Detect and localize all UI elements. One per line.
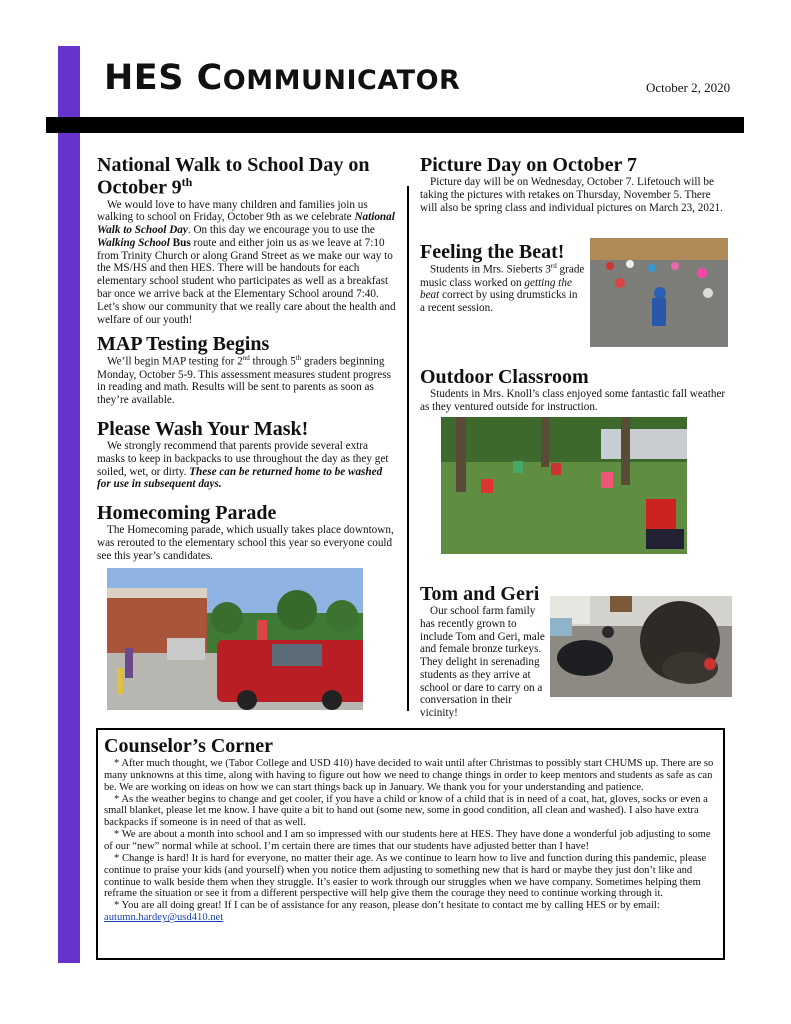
header-band: [46, 117, 744, 133]
outdoor-classroom-section: [420, 367, 730, 414]
beat-text: Students in Mrs. Sieberts 3rd grade music class worked on getting the beat correct by using drumsticks in a recent session.: [420, 262, 585, 315]
homecoming-text: The Homecoming parade, which usually takes place downtown, was rerouted to the elementary school this year so everyone could see this year’s candidates.: [97, 524, 394, 562]
walk-title: National Walk to School Day on October 9th: [97, 154, 370, 199]
mask-title: Please Wash Your Mask!: [97, 418, 309, 440]
map-title: MAP Testing Begins: [97, 333, 270, 355]
accent-bar: [58, 46, 80, 963]
wash-mask-section: [97, 419, 397, 491]
counselor-paragraph-2: * As the weather begins to change and get cooler, if you have a child or know of a child that is in need of a coat, hat, gloves, socks or even a small blanket, please let me know. I have quite a bit to hand out (some new, some in good condition, all clean and washed). I also have extra backpacks if someone is in need of that as well.: [104, 793, 708, 829]
issue-date: October 2, 2020: [646, 80, 731, 95]
outdoor-text: Students in Mrs. Knoll’s class enjoyed some fantastic fall weather as they ventured outside for instruction.: [420, 388, 726, 413]
counselor-email-link[interactable]: autumn.hardey@usd410.net: [104, 912, 224, 924]
newsletter-title: HES COMMUNICATOR: [104, 58, 461, 98]
tom-and-geri-section: [420, 584, 548, 720]
counselor-paragraph-5: * You are all doing great! If I can be of assistance for any reason, please don’t hesitate to contact me by calling HES or by email: autumn.hardey@usd410.net: [104, 900, 660, 924]
walk-text: We would love to have many children and families join us walking to school on Friday, October 9th as we celebrate National Walk to School Day. On this day we encourage you to use the Walking School Bus route and either join us as we leave at 7:10 from Trinity Church or along Grand Street as we make our way to the MS/HS and then HES. There will be handouts for each elementary school student who participates as well as a breakfast bar once we arrive back at the Elementary School around 7:40. Let’s show our community that we really care about the health and welfare of our youth!: [97, 198, 396, 326]
map-text: We’ll begin MAP testing for 2nd through 5th graders beginning Monday, October 5-9. This assessment measures student progress in reading and math. Results will be sent to parents as soon as they’re available.: [97, 354, 391, 407]
tomgeri-text: Our school farm family has recently grown to include Tom and Geri, male and female bronze turkeys. They delight in serenading students as they arrive at school or dare to carry on a conversation in their vicinity!: [420, 605, 545, 720]
picture-title: Picture Day on October 7: [420, 154, 638, 176]
counselor-paragraph-4: * Change is hard! It is hard for everyone, no matter their age. As we continue to learn how to live and function during this pandemic, please continue to praise your kids (and yourself) when you notice them adjusting to something new that is hard or maybe they just don’t like and continue to walk beside them when they struggle. It’s easier to work through our struggles when we have company. Sometimes helping them reframe the situation or see it from a different perspective will help give them the courage they need to continue working through it.: [104, 852, 707, 900]
picture-text: Picture day will be on Wednesday, October 7. Lifetouch will be taking the pictures with retakes on Thursday, November 5. There will also be spring class and individual pictures on March 23, 2021.: [420, 176, 723, 214]
walk-to-school-section: [97, 155, 397, 326]
beat-title: Feeling the Beat!: [420, 241, 565, 263]
picture-day-section: [420, 155, 730, 214]
homecoming-title: Homecoming Parade: [97, 502, 277, 524]
counselor-paragraph-3: * We are about a month into school and I am so impressed with our students here at HES. They have done a wonderful job adjusting to some of our “new” normal while at school. I’m certain there are times that our students have adjusted better than I have!: [104, 829, 711, 853]
counselor-paragraph-1: * After much thought, we (Tabor College and USD 410) have decided to wait until after Christmas to possibly start CHUMS up. There are so many unknowns at this time, along with having to figure out how we need to change things in order to keep mentors and students as safe as can be. We are working on ideas on how we can start things back up in January. We thank you for your understanding and patience.: [104, 758, 714, 793]
counselor-title: Counselor’s Corner: [104, 735, 274, 757]
counselors-corner-box: [96, 728, 725, 960]
music-class-photo: [590, 238, 728, 347]
homecoming-section: [97, 503, 397, 562]
outdoor-classroom-photo: [441, 417, 687, 554]
column-divider: [407, 186, 409, 711]
mask-text: We strongly recommend that parents provide several extra masks to keep in backpacks to use throughout the day as they get soiled, wet, or dirty. These can be returned home to be washed for use in subsequent days.: [97, 440, 389, 491]
feeling-beat-section: [420, 242, 585, 315]
tomgeri-title: Tom and Geri: [420, 583, 540, 605]
homecoming-parade-photo: [107, 568, 363, 710]
map-testing-section: [97, 334, 397, 407]
outdoor-title: Outdoor Classroom: [420, 366, 589, 388]
turkeys-photo: [550, 596, 732, 697]
